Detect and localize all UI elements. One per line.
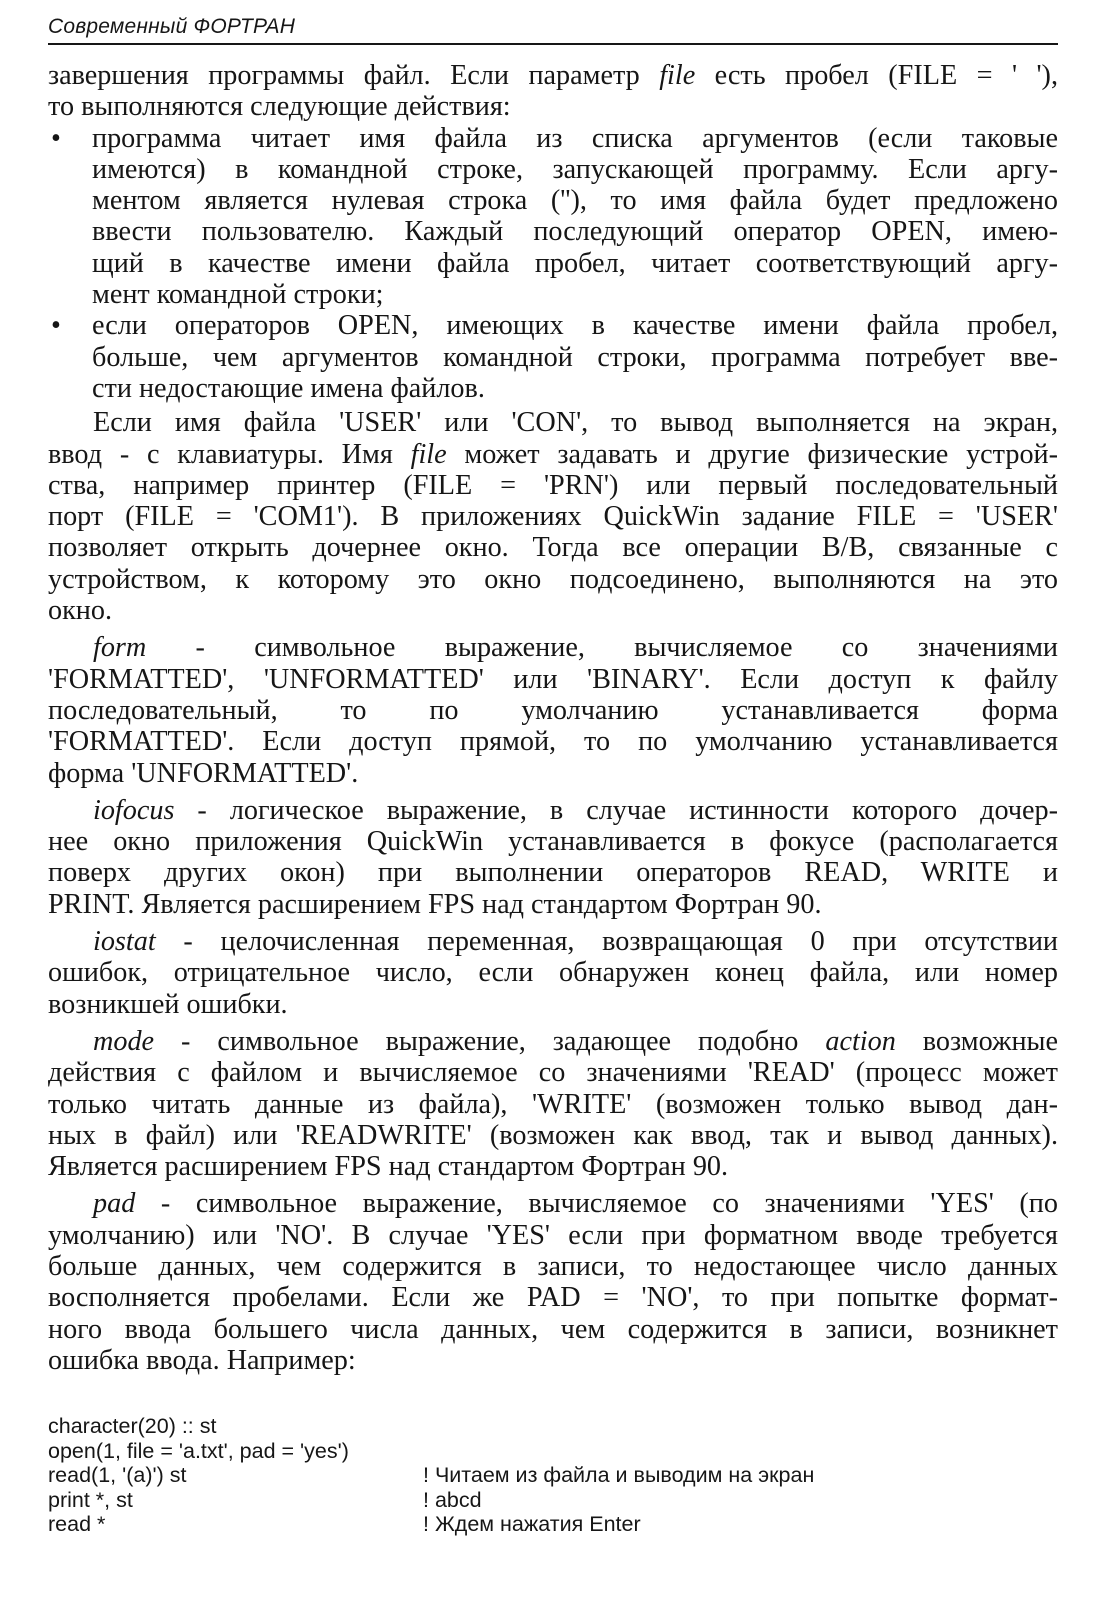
paragraph-pad — [48, 1188, 1058, 1376]
text-line: 'FORMATTED'. Если доступ прямой, то по умолчанию устанавливается — [48, 726, 1058, 758]
text-line: PRINT. Является расширением FPS над стандартом Фортран 90. — [48, 888, 822, 920]
paragraph-form — [48, 632, 1058, 788]
code-line — [48, 1488, 1058, 1513]
bullet-item — [48, 310, 1058, 404]
term-iofocus: iofocus — [93, 794, 175, 826]
text-line: поверх других окон) при выполнении операторов READ, WRITE и — [48, 857, 1058, 889]
text-line: щий в качестве имени файла пробел, читает соответствующий аргу- — [92, 247, 1058, 279]
code-line — [48, 1512, 1058, 1537]
term-iostat: iostat — [93, 926, 156, 958]
text-line: ства, например принтер (FILE = 'PRN') или первый последовательный — [48, 469, 1058, 501]
code-line — [48, 1439, 1058, 1464]
code-text: read * — [48, 1512, 106, 1537]
code-text: character(20) :: st — [48, 1414, 217, 1438]
paragraph-iofocus — [48, 795, 1058, 920]
text-line: ментом является нулевая строка (''), то имя файла будет предложено — [92, 185, 1058, 217]
term-mode: mode — [93, 1025, 155, 1057]
code-text: read(1, '(a)') st — [48, 1463, 187, 1488]
code-comment: ! abcd — [423, 1487, 482, 1512]
paragraph-iostat — [48, 926, 1058, 1020]
text-line: • программа читает имя файла из списка аргументов (если таковые — [51, 122, 1058, 154]
bullet-icon: • — [51, 310, 61, 342]
code-text: open(1, file = 'a.txt', pad = 'yes') — [48, 1438, 349, 1463]
text-line: Если имя файла 'USER' или 'CON', то вывод выполняется на экран, — [93, 407, 1058, 439]
code-comment: ! Читаем из файла и выводим на экран — [423, 1463, 815, 1488]
text-line: • если операторов OPEN, имеющих в качестве имени файла пробел, — [51, 310, 1058, 342]
text-line: имеются) в командной строке, запускающей программу. Если аргу- — [92, 153, 1058, 185]
text-line: только читать данные из файла), 'WRITE' (возможен только вывод дан- — [48, 1088, 1058, 1120]
running-head: Современный ФОРТРАН — [48, 15, 296, 38]
bullet-icon: • — [51, 122, 61, 154]
text-line: mode - символьное выражение, задающее подобно action возможные — [93, 1025, 1058, 1057]
term-pad: pad — [93, 1188, 136, 1220]
text-line: сти недостающие имена файлов. — [92, 372, 485, 404]
text-line: форма 'UNFORMATTED'. — [48, 757, 359, 789]
paragraph-user-device — [48, 407, 1058, 626]
text-line: ошибка ввода. Например: — [48, 1344, 356, 1376]
text-line: умолчанию) или 'NO'. В случае 'YES' если при форматном вводе требуется — [48, 1219, 1058, 1251]
header-rule — [48, 43, 1058, 45]
text-line: мент командной строки; — [92, 279, 384, 311]
code-line — [48, 1414, 1058, 1439]
text-line: порт (FILE = 'COM1'). В приложениях QuickWin задание FILE = 'USER' — [48, 501, 1058, 533]
text-line: pad - символьное выражение, вычисляемое со значениями 'YES' (по — [93, 1188, 1058, 1220]
bullet-item — [48, 123, 1058, 311]
text-line: ного ввода большего числа данных, чем содержится в записи, возникнет — [48, 1313, 1058, 1345]
text-line: возникшей ошибки. — [48, 988, 288, 1020]
text-line: восполняется пробелами. Если же PAD = 'NO', то при попытке формат- — [48, 1282, 1058, 1314]
text-line: последовательный, то по умолчанию устанавливается форма — [48, 694, 1058, 726]
text-line: ошибок, отрицательное число, если обнаружен конец файла, или номер — [48, 957, 1058, 989]
text-line: ных в файл) или 'READWRITE' (возможен как ввод, так и вывод данных). — [48, 1119, 1058, 1151]
text-line: form - символьное выражение, вычисляемое со значениями — [93, 632, 1058, 664]
text-line: действия с файлом и вычисляемое со значениями 'READ' (процесс может — [48, 1057, 1058, 1089]
body-text — [48, 60, 1058, 1376]
text-line: iofocus - логическое выражение, в случае истинности которого дочер- — [93, 794, 1058, 826]
text-line: больше данных, чем содержится в записи, то недостающее число данных — [48, 1250, 1058, 1282]
text-line: завершения программы файл. Если параметр file есть пробел (FILE = ' '), — [48, 60, 1058, 91]
text-line: ввести пользователю. Каждый последующий оператор OPEN, имею- — [92, 216, 1058, 248]
term-form: form — [93, 632, 147, 664]
text-line: больше, чем аргументов командной строки, программа потребует вве- — [92, 341, 1058, 373]
text-line: 'FORMATTED', 'UNFORMATTED' или 'BINARY'. Если доступ к файлу — [48, 663, 1058, 695]
text-line: окно. — [48, 595, 113, 627]
paragraph-mode — [48, 1026, 1058, 1182]
text-line: устройством, к которому это окно подсоединено, выполняются на это — [48, 563, 1058, 595]
text-line: позволяет открыть дочернее окно. Тогда все операции В/В, связанные с — [48, 532, 1058, 564]
text-line: нее окно приложения QuickWin устанавливается в фокусе (располагается — [48, 826, 1058, 858]
code-listing — [48, 1414, 1058, 1537]
code-comment: ! Ждем нажатия Enter — [423, 1512, 641, 1537]
code-line — [48, 1463, 1058, 1488]
text-line: Является расширением FPS над стандартом Фортран 90. — [48, 1151, 729, 1183]
text-line: iostat - целочисленная переменная, возвращающая 0 при отсутствии — [93, 926, 1058, 958]
code-text: print *, st — [48, 1487, 133, 1512]
text-line: ввод - с клавиатуры. Имя file может задавать и другие физические устрой- — [48, 438, 1058, 470]
text-line: то выполняются следующие действия: — [48, 91, 511, 123]
